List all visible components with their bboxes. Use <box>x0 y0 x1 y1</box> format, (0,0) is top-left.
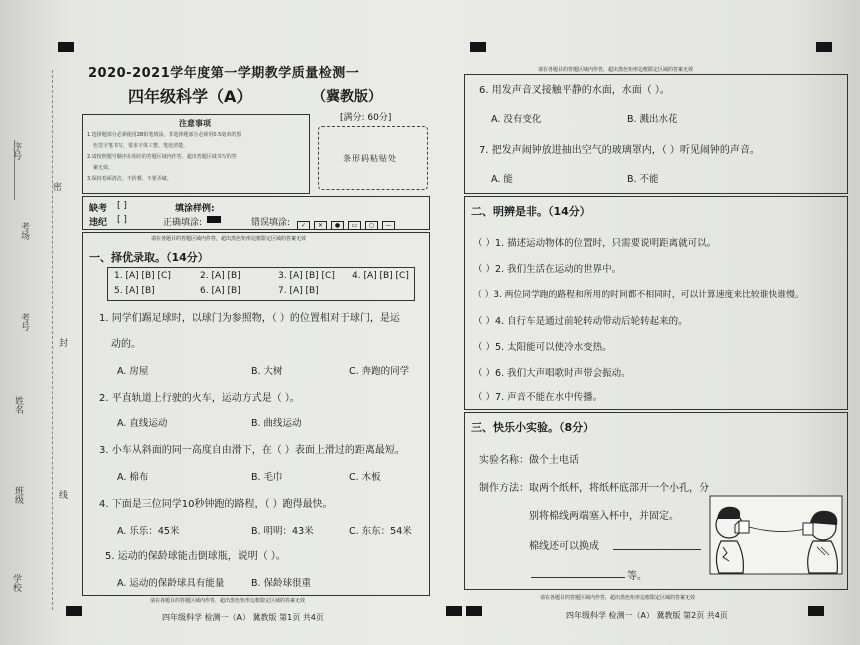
question-2-option-a: A. 直线运动 <box>117 418 168 429</box>
correct-fill-sample <box>207 216 221 223</box>
replace-prompt: 棉线还可以换成 <box>529 541 599 552</box>
question-5-stem: 5. 运动的保龄球能击倒球瓶，说明（ ）。 <box>105 551 286 562</box>
wrong-sample-dot-icon: ● <box>331 221 344 230</box>
left-answer-area <box>82 232 430 596</box>
question-4-option-b: B. 明明：43米 <box>251 526 314 537</box>
fill-example-label: 填涂样例: <box>175 204 215 214</box>
answer-choice-2[interactable]: 2. [A] [B] <box>200 271 241 281</box>
section1-title: 一、择优录取。（14分） <box>89 251 209 264</box>
left-area-notice-bottom: 请在各题目的答题区域内作答，超出黑色矩形边框限定区域的答案无效 <box>150 598 306 604</box>
notice-title: 注意事项 <box>179 119 211 128</box>
registration-mark <box>66 606 82 616</box>
question-1-option-a: A. 房屋 <box>117 366 149 377</box>
class-label: 班级 <box>13 486 23 504</box>
question-3-stem: 3. 小车从斜面的同一高度自由滑下，在（ ）表面上滑过的距离最短。 <box>99 445 405 456</box>
violation-checkbox[interactable]: [ ] <box>117 215 127 225</box>
wrong-sample-circle-icon: ○ <box>365 221 378 230</box>
seal-mark-xian: 线 <box>57 490 67 499</box>
answer-choice-7[interactable]: 7. [A] [B] <box>278 286 319 296</box>
edition-label: （冀教版） <box>312 89 382 105</box>
name-label: 姓名 <box>13 396 23 414</box>
violation-label: 违纪 <box>89 218 108 228</box>
barcode-label: 条形码粘贴处 <box>343 154 397 163</box>
question-3-option-b: B. 毛巾 <box>251 472 283 483</box>
replace-etc: 等。 <box>627 571 647 582</box>
wrong-sample-half-icon: ▭ <box>348 221 361 230</box>
experiment-method-cont: 别将棉线两端塞入杯中，并固定。 <box>529 511 679 522</box>
judge-item-7[interactable]: （ ）7. 声音不能在水中传播。 <box>473 392 603 403</box>
question-7-stem: 7. 把发声闹钟放进抽出空气的玻璃罩内，（ ）听见闹钟的声音。 <box>479 145 760 156</box>
question-7-option-a: A. 能 <box>491 174 513 185</box>
exam-title: 2020-2021学年度第一学期教学质量检测一 <box>88 66 360 81</box>
question-2-option-b: B. 曲线运动 <box>251 418 302 429</box>
notice-line: 案无效。 <box>93 165 114 171</box>
notice-box <box>82 114 310 194</box>
binding-line <box>52 70 53 610</box>
question-4-option-c: C. 东东：54米 <box>349 526 412 537</box>
wrong-fill-label: 错误填涂: <box>251 218 291 228</box>
notice-line: 3.保持卷面清洁，不折叠、不要弄破。 <box>87 176 172 182</box>
notice-line: 1.选择题部分必须使用2B铅笔填涂，非选择题部分必须用0.5毫米的黑 <box>87 132 242 138</box>
answer-choice-4[interactable]: 4. [A] [B] [C] <box>352 271 409 281</box>
section2-title: 二、明辨是非。（14分） <box>471 205 591 218</box>
experiment-name: 实验名称：做个土电话 <box>479 455 579 466</box>
subject-title: 四年级科学（A） <box>128 87 253 106</box>
question-1-option-b: B. 大树 <box>251 366 283 377</box>
area-notice: 请在各题目的答题区域内作答，超出黑色矩形边框限定区域的答案无效 <box>151 236 307 242</box>
question-1-stem-cont: 动的。 <box>111 339 141 350</box>
question-4-option-a: A. 乐乐：45米 <box>117 526 180 537</box>
seat-label: 序号 <box>11 142 21 160</box>
registration-mark <box>466 606 482 616</box>
section2-area <box>464 196 848 410</box>
question-6-stem: 6. 用发声音叉接触平静的水面，水面（ ）。 <box>479 85 670 96</box>
replace-answer-line-2[interactable] <box>531 577 625 578</box>
judge-item-3[interactable]: （ ）3. 两位同学跑的路程和所用的时间都不相同时，可以计算速度来比较谁快谁慢。 <box>473 290 804 300</box>
absent-checkbox[interactable]: [ ] <box>117 201 127 211</box>
judge-item-6[interactable]: （ ）6. 我们大声唱歌时声带会振动。 <box>473 368 631 379</box>
wrong-sample-cross-icon: ✕ <box>314 221 327 230</box>
answer-choice-3[interactable]: 3. [A] [B] [C] <box>278 271 335 281</box>
right-answer-area-top <box>464 74 848 194</box>
question-5-option-a: A. 运动的保龄球具有能量 <box>117 578 225 589</box>
question-7-option-b: B. 不能 <box>627 174 659 185</box>
correct-fill-label: 正确填涂: <box>163 218 203 228</box>
notice-line: 色签字笔书写，要求字体工整、笔迹清楚。 <box>93 143 189 149</box>
seal-mark-feng: 封 <box>57 338 67 347</box>
registration-mark <box>58 42 74 52</box>
judge-item-5[interactable]: （ ）5. 太阳能可以使冷水变热。 <box>473 342 612 353</box>
experiment-method: 制作方法：取两个纸杯，将纸杯底部开一个小孔，分 <box>479 483 709 494</box>
phone-illustration-icon <box>709 495 843 575</box>
answer-grid <box>107 267 415 301</box>
answer-choice-5[interactable]: 5. [A] [B] <box>114 286 155 296</box>
replace-answer-line-1[interactable] <box>613 549 701 550</box>
question-5-option-b: B. 保龄球很重 <box>251 578 312 589</box>
exam-room-label: 考场 <box>19 222 29 240</box>
full-score-label: [满分: 60分] <box>340 113 392 123</box>
wrong-sample-check-icon: ✓ <box>297 221 310 230</box>
question-1-option-c: C. 奔跑的同学 <box>349 366 410 377</box>
question-3-option-a: A. 棉布 <box>117 472 149 483</box>
judge-item-4[interactable]: （ ）4. 自行车是通过前轮转动带动后轮转起来的。 <box>473 316 688 327</box>
judge-item-1[interactable]: （ ）1. 描述运动物体的位置时，只需要说明距离就可以。 <box>473 238 717 249</box>
tin-can-phone-illustration <box>709 495 843 575</box>
school-label: 学校 <box>11 574 21 592</box>
question-2-stem: 2. 平直轨道上行驶的火车，运动方式是（ ）。 <box>99 393 300 404</box>
exam-number-label: 考号 <box>19 313 29 331</box>
barcode-area <box>318 126 428 190</box>
registration-mark <box>470 42 486 52</box>
section3-area <box>464 412 848 590</box>
field-underline <box>14 140 15 200</box>
question-1-stem: 1. 同学们踢足球时，以球门为参照物，（ ）的位置相对于球门，是运 <box>99 313 400 324</box>
absent-label: 缺考 <box>89 204 108 214</box>
right-area-notice-top: 请在各题目的答题区域内作答，超出黑色矩形边框限定区域的答案无效 <box>538 67 694 73</box>
question-6-option-b: B. 溅出水花 <box>627 114 678 125</box>
status-box <box>82 196 430 230</box>
right-footer: 四年级科学 检测一（A） 冀教版 第2页 共4页 <box>566 611 728 620</box>
question-6-option-a: A. 没有变化 <box>491 114 542 125</box>
right-area-notice-bottom: 请在各题目的答题区域内作答，超出黑色矩形边框限定区域的答案无效 <box>540 595 696 601</box>
judge-item-2[interactable]: （ ）2. 我们生活在运动的世界中。 <box>473 264 622 275</box>
left-footer: 四年级科学 检测一（A） 冀教版 第1页 共4页 <box>162 613 324 622</box>
section3-title: 三、快乐小实验。（8分） <box>471 421 595 434</box>
registration-mark <box>446 606 462 616</box>
wrong-sample-line-icon: — <box>382 221 395 230</box>
answer-choice-1[interactable]: 1. [A] [B] [C] <box>114 271 171 281</box>
question-3-option-c: C. 木板 <box>349 472 381 483</box>
notice-line: 2.请按照题号顺序在相应的答题区域内作答，超出答题区域书写的答 <box>87 154 237 160</box>
seal-mark-mi: 密 <box>51 182 61 191</box>
question-4-stem: 4. 下面是三位同学10秒钟跑的路程，（ ）跑得最快。 <box>99 499 333 510</box>
registration-mark <box>808 606 824 616</box>
registration-mark <box>816 42 832 52</box>
answer-choice-6[interactable]: 6. [A] [B] <box>200 286 241 296</box>
